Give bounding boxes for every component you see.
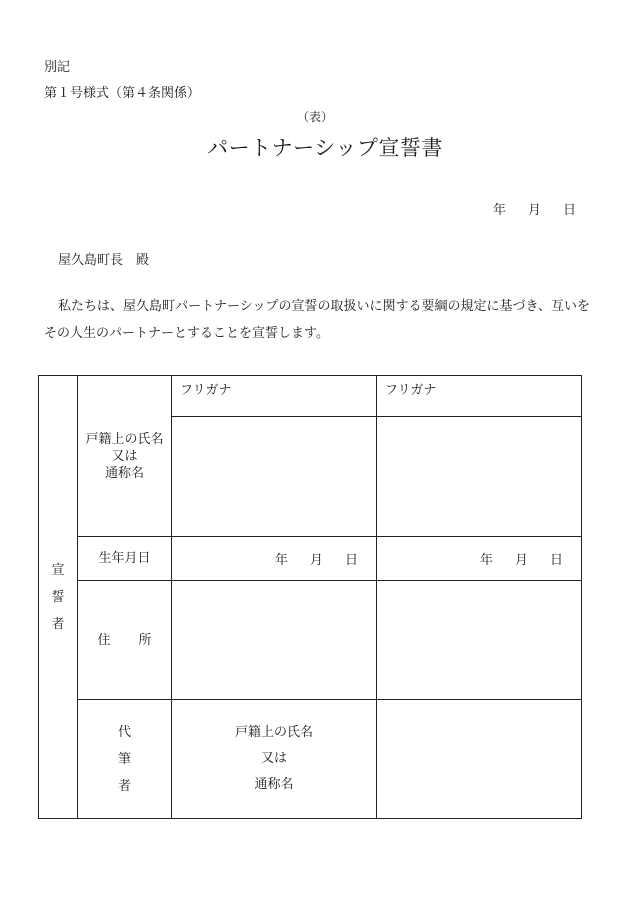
birthdate-label: 生年月日 <box>78 537 172 581</box>
declaration-text: 私たちは、屋久島町パートナーシップの宣誓の取扱いに関する要綱の規定に基づき、互いをその人生のパートナーとすることを宣誓します。 <box>44 299 590 341</box>
proxy-writer-label: 代 筆 者 <box>78 700 172 819</box>
address-field-2[interactable] <box>377 581 582 700</box>
furigana-field-2[interactable]: フリガナ <box>377 376 582 417</box>
date-line <box>493 199 576 218</box>
year-label: 年 <box>493 203 507 218</box>
address-label: 住 所 <box>78 581 172 700</box>
addressee: 屋久島町長 殿 <box>58 253 150 268</box>
furigana-field-1[interactable]: フリガナ <box>172 376 377 417</box>
form-number: 第１号様式（第４条関係） <box>44 86 201 101</box>
declarant-label: 宣 誓 者 <box>39 376 78 819</box>
side-label: （表） <box>296 110 333 124</box>
birthdate-field-1[interactable]: 年 月 日 <box>172 537 377 581</box>
name-field-1[interactable] <box>172 417 377 537</box>
document-title: パートナーシップ宣誓書 <box>207 136 443 160</box>
name-label: 戸籍上の氏名 又は 通称名 <box>78 376 172 537</box>
address-field-1[interactable] <box>172 581 377 700</box>
proxy-name-field-1[interactable] <box>377 700 582 819</box>
name-field-2[interactable] <box>377 417 582 537</box>
birthdate-field-2[interactable]: 年 月 日 <box>377 537 582 581</box>
month-label: 月 <box>528 203 542 218</box>
declaration-form-table <box>38 375 582 819</box>
proxy-name-label: 戸籍上の氏名 又は 通称名 <box>172 700 377 819</box>
day-label: 日 <box>563 203 577 218</box>
header-note: 別記 <box>44 60 71 75</box>
